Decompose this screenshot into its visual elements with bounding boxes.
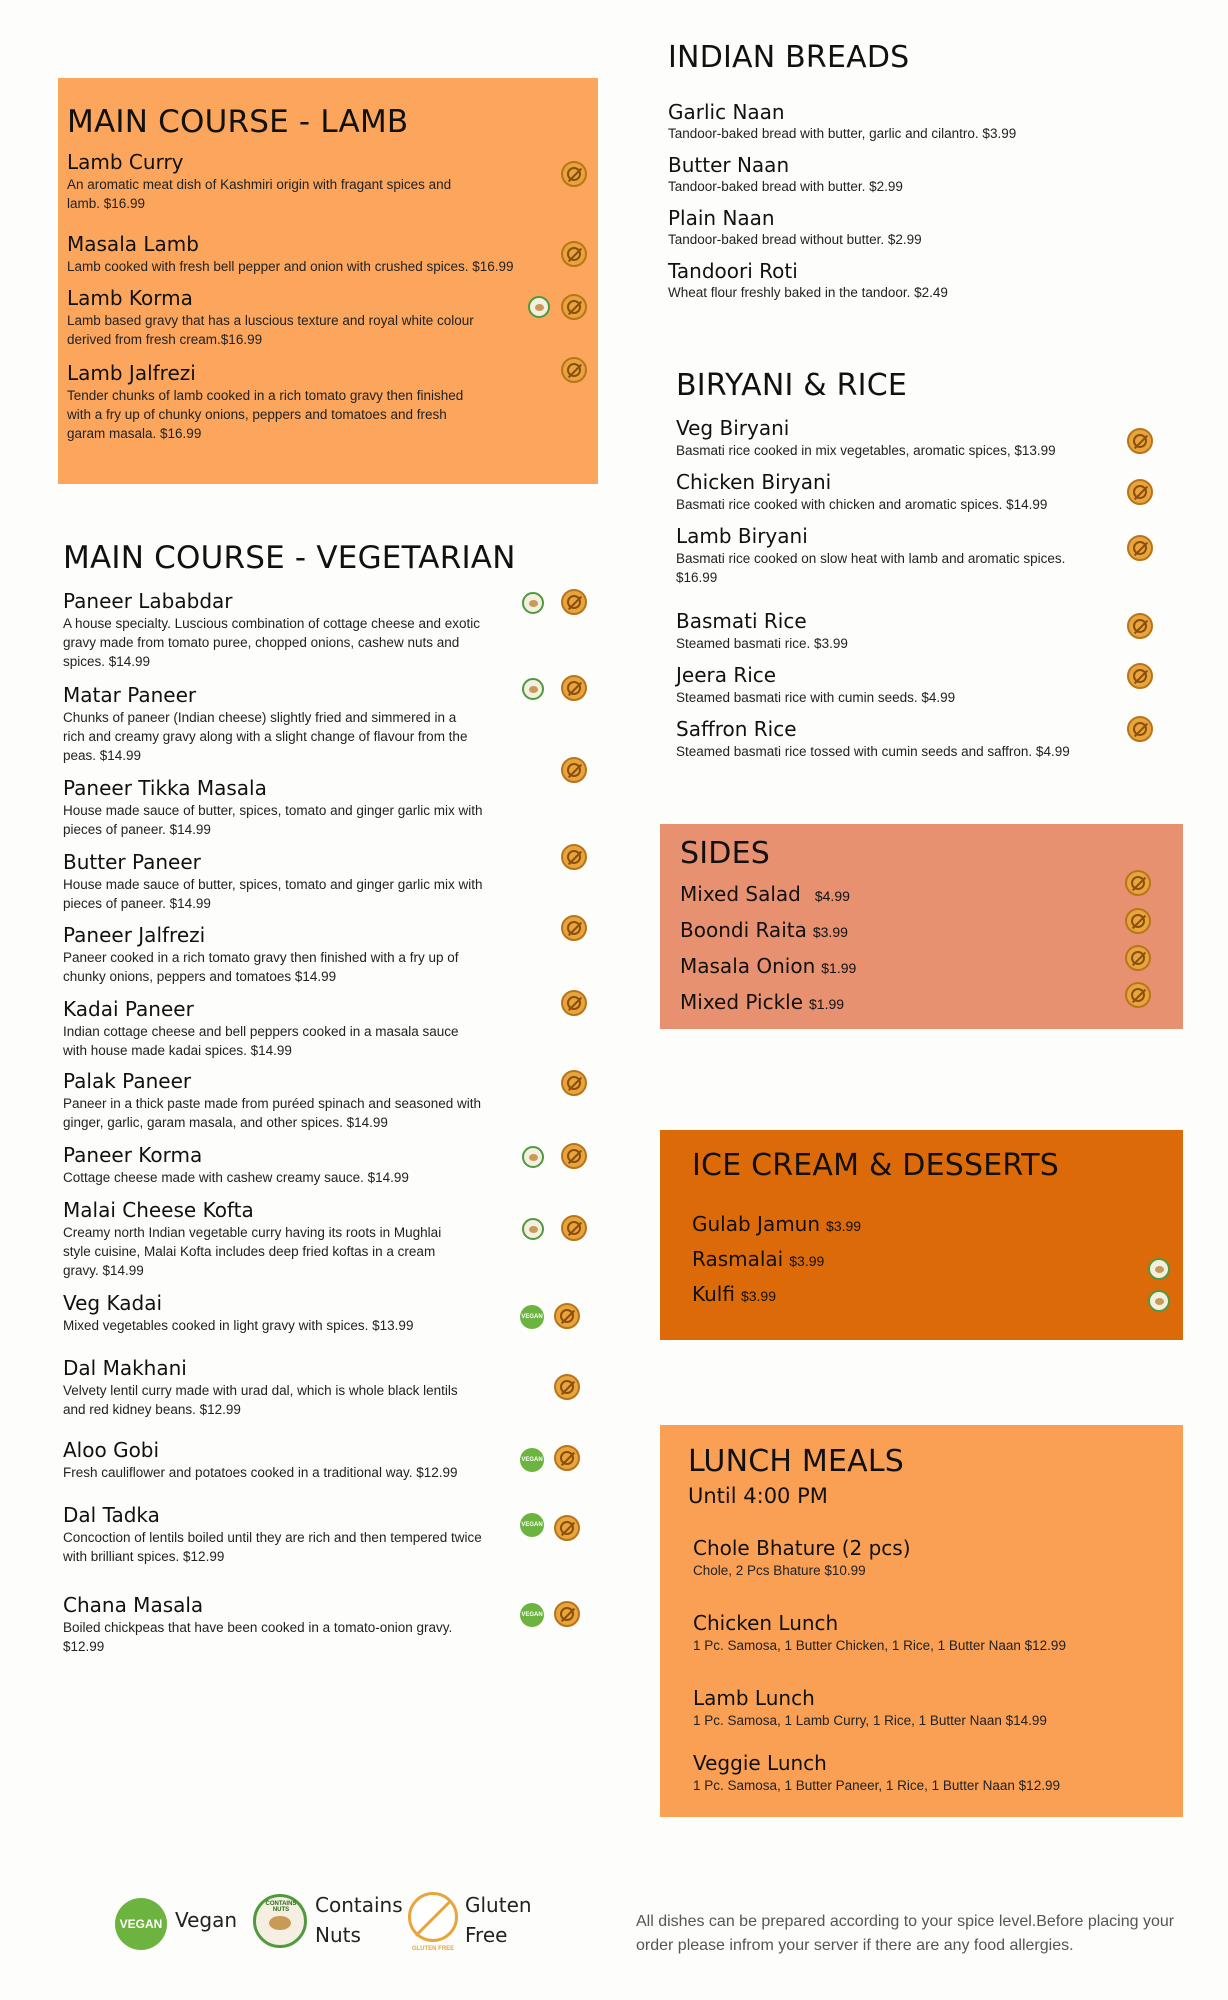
gf-badge-text: GLUTEN FREE xyxy=(411,1946,455,1952)
veg-item-name: Paneer Korma xyxy=(63,1143,203,1167)
dessert-item xyxy=(692,1282,776,1306)
veg-item-name: Veg Kadai xyxy=(63,1291,163,1315)
gluten-free-icon xyxy=(561,675,587,701)
veg-item-desc: A house specialty. Luscious combination of cottage cheese and exotic gravy made from tomato puree, chopped onions, cashew nuts and spices. $14.99 xyxy=(63,616,481,669)
veg-item-name: Chana Masala xyxy=(63,1593,204,1617)
dessert-item-name: Rasmalai xyxy=(692,1247,784,1271)
bread-item-name: Garlic Naan xyxy=(668,100,785,124)
side-item xyxy=(680,954,856,978)
lunch-item-name: Chicken Lunch xyxy=(693,1611,839,1635)
bread-item-name: Tandoori Roti xyxy=(668,259,798,283)
side-item-price: $3.99 xyxy=(812,924,848,940)
contains-nuts-icon xyxy=(522,678,544,700)
veg-item-desc: Cottage cheese made with cashew creamy sauce. $14.99 xyxy=(63,1170,409,1185)
lunch-item-desc: 1 Pc. Samosa, 1 Butter Chicken, 1 Rice, 1 Butter Naan $12.99 xyxy=(693,1638,1066,1653)
gluten-free-icon xyxy=(1127,613,1153,639)
dessert-item-name: Gulab Jamun xyxy=(692,1212,821,1236)
lamb-item-name: Masala Lamb xyxy=(67,232,199,256)
veg-item-desc: Paneer cooked in a rich tomato gravy then finished with a fry up of chunky onions, peppers and tomatoes $14.99 xyxy=(63,950,459,984)
contains-nuts-icon xyxy=(522,592,544,614)
gluten-free-icon xyxy=(408,1892,458,1942)
side-item-name: Boondi Raita xyxy=(680,918,807,942)
gluten-free-icon xyxy=(1127,535,1153,561)
gluten-free-icon xyxy=(1127,428,1153,454)
gluten-free-icon xyxy=(561,589,587,615)
gluten-free-icon xyxy=(554,1374,580,1400)
nuts-badge-text: CONTAINS NUTS xyxy=(265,1901,297,1913)
dessert-item-price: $3.99 xyxy=(740,1288,776,1304)
gluten-free-icon xyxy=(561,1070,587,1096)
lamb-item-desc: Lamb based gravy that has a luscious texture and royal white colour derived from fresh cream.$16.99 xyxy=(67,313,474,347)
bread-item-desc: Tandoor-baked bread with butter, garlic and cilantro. $3.99 xyxy=(668,126,1017,141)
biryani-item-desc: Basmati rice cooked on slow heat with lamb and aromatic spices. $16.99 xyxy=(676,551,1066,585)
sides-title: SIDES xyxy=(680,836,770,871)
gluten-free-icon xyxy=(561,294,587,320)
lunch-item-name: Chole Bhature (2 pcs) xyxy=(693,1536,911,1560)
side-item-price: $1.99 xyxy=(809,996,845,1012)
gluten-free-icon xyxy=(1125,870,1151,896)
biryani-item-desc: Steamed basmati rice tossed with cumin seeds and saffron. $4.99 xyxy=(676,744,1070,759)
desserts-title: ICE CREAM & DESSERTS xyxy=(692,1148,1060,1183)
side-item-name: Mixed Salad xyxy=(680,882,801,906)
lunch-item-desc: 1 Pc. Samosa, 1 Lamb Curry, 1 Rice, 1 Butter Naan $14.99 xyxy=(693,1713,1047,1728)
lunch-item-desc: Chole, 2 Pcs Bhature $10.99 xyxy=(693,1563,866,1578)
gluten-free-icon xyxy=(561,915,587,941)
gluten-free-icon xyxy=(561,161,587,187)
veg-item-desc: Paneer in a thick paste made from puréed spinach and seasoned with ginger, garlic, garam masala, and other spices. $14.99 xyxy=(63,1096,482,1130)
contains-nuts-icon xyxy=(522,1218,544,1240)
vegan-icon: VEGAN xyxy=(520,1305,544,1329)
gluten-free-icon xyxy=(1125,982,1151,1008)
legend-gf-label-1: Gluten xyxy=(465,1893,532,1917)
gluten-free-icon xyxy=(561,1215,587,1241)
veg-item-name: Paneer Tikka Masala xyxy=(63,776,267,800)
biryani-item-desc: Basmati rice cooked in mix vegetables, aromatic spices, $13.99 xyxy=(676,443,1056,458)
veg-item-desc: House made sauce of butter, spices, tomato and ginger garlic mix with pieces of paneer. $14.99 xyxy=(63,877,483,911)
bread-item-name: Plain Naan xyxy=(668,206,775,230)
lamb-item-name: Lamb Korma xyxy=(67,286,193,310)
side-item-price: $4.99 xyxy=(814,888,850,904)
legend-gf-label-2: Free xyxy=(465,1923,508,1947)
dessert-item-price: $3.99 xyxy=(826,1218,862,1234)
vegan-icon: VEGAN xyxy=(520,1513,544,1537)
gluten-free-icon xyxy=(554,1445,580,1471)
veg-item-name: Matar Paneer xyxy=(63,683,197,707)
veg-item-desc: Mixed vegetables cooked in light gravy with spices. $13.99 xyxy=(63,1318,414,1333)
veg-item-desc: Boiled chickpeas that have been cooked in a tomato-onion gravy. $12.99 xyxy=(63,1620,453,1654)
contains-nuts-icon xyxy=(522,1146,544,1168)
side-item xyxy=(680,990,844,1014)
biryani-title: BIRYANI & RICE xyxy=(676,368,908,403)
veg-item-desc: Velvety lentil curry made with urad dal, which is whole black lentils and red kidney beans. $12.99 xyxy=(63,1383,458,1417)
biryani-item-name: Chicken Biryani xyxy=(676,470,832,494)
legend-nuts-label-2: Nuts xyxy=(315,1923,361,1947)
lunch-item-desc: 1 Pc. Samosa, 1 Butter Paneer, 1 Rice, 1 Butter Naan $12.99 xyxy=(693,1778,1060,1793)
legend-vegan-label: Vegan xyxy=(175,1908,238,1932)
veg-item-name: Palak Paneer xyxy=(63,1069,192,1093)
veg-item-desc: House made sauce of butter, spices, tomato and ginger garlic mix with pieces of paneer. $14.99 xyxy=(63,803,483,837)
contains-nuts-icon xyxy=(253,1894,307,1948)
veg-item-name: Kadai Paneer xyxy=(63,997,194,1021)
dessert-item xyxy=(692,1212,861,1236)
contains-nuts-icon xyxy=(528,296,550,318)
biryani-item-desc: Steamed basmati rice with cumin seeds. $4.99 xyxy=(676,690,956,705)
veg-title: MAIN COURSE - VEGETARIAN xyxy=(63,540,516,576)
vegan-icon: VEGAN xyxy=(115,1898,167,1950)
vegan-icon: VEGAN xyxy=(520,1448,544,1472)
veg-item-name: Paneer Jalfrezi xyxy=(63,923,206,947)
biryani-item-name: Lamb Biryani xyxy=(676,524,808,548)
biryani-item-name: Basmati Rice xyxy=(676,609,807,633)
gluten-free-icon xyxy=(561,757,587,783)
veg-item-desc: Chunks of paneer (Indian cheese) slightly fried and simmered in a rich and creamy gravy along with a slight change of flavour from the peas. $14.99 xyxy=(63,710,468,763)
bread-item-name: Butter Naan xyxy=(668,153,790,177)
veg-item-name: Aloo Gobi xyxy=(63,1438,160,1462)
gluten-free-icon xyxy=(561,990,587,1016)
side-item-name: Masala Onion xyxy=(680,954,816,978)
lamb-item-name: Lamb Jalfrezi xyxy=(67,361,196,385)
biryani-item-desc: Steamed basmati rice. $3.99 xyxy=(676,636,848,651)
veg-item-desc: Concoction of lentils boiled until they are rich and then tempered twice with brilliant spices. $12.99 xyxy=(63,1530,482,1564)
allergy-note: All dishes can be prepared according to your spice level.Before placing your order please infrom your server if there are any food allergies. xyxy=(636,1913,1175,1954)
lunch-item-name: Veggie Lunch xyxy=(693,1751,827,1775)
dessert-item-price: $3.99 xyxy=(789,1253,825,1269)
gluten-free-icon xyxy=(554,1601,580,1627)
lunch-subtitle: Until 4:00 PM xyxy=(688,1484,828,1508)
contains-nuts-icon xyxy=(1148,1290,1170,1312)
biryani-item-desc: Basmati rice cooked with chicken and aromatic spices. $14.99 xyxy=(676,497,1048,512)
veg-item-desc: Indian cottage cheese and bell peppers cooked in a masala sauce with house made kadai spices. $14.99 xyxy=(63,1024,459,1058)
gluten-free-icon xyxy=(561,844,587,870)
side-item xyxy=(680,882,850,906)
lamb-item-desc: Lamb cooked with fresh bell pepper and onion with crushed spices. $16.99 xyxy=(67,259,514,274)
biryani-item-name: Saffron Rice xyxy=(676,717,797,741)
lamb-item-desc: Tender chunks of lamb cooked in a rich tomato gravy then finished with a fry up of chunky onions, peppers and tomatoes and fresh garam masala. $16.99 xyxy=(67,388,464,441)
lamb-item-name: Lamb Curry xyxy=(67,150,184,174)
lunch-item-name: Lamb Lunch xyxy=(693,1686,815,1710)
legend-nuts-label-1: Contains xyxy=(315,1893,403,1917)
gluten-free-icon xyxy=(561,1143,587,1169)
veg-item-name: Butter Paneer xyxy=(63,850,201,874)
gluten-free-icon xyxy=(1125,945,1151,971)
biryani-item-name: Jeera Rice xyxy=(676,663,777,687)
lamb-title: MAIN COURSE - LAMB xyxy=(67,104,409,140)
veg-item-name: Malai Cheese Kofta xyxy=(63,1198,254,1222)
veg-item-name: Paneer Lababdar xyxy=(63,589,233,613)
gluten-free-icon xyxy=(554,1515,580,1541)
side-item-price: $1.99 xyxy=(821,960,857,976)
bread-item-desc: Wheat flour freshly baked in the tandoor. $2.49 xyxy=(668,285,948,300)
veg-item-desc: Creamy north Indian vegetable curry having its roots in Mughlai style cuisine, Malai Kofta includes deep fried koftas in a cream gravy. $14.99 xyxy=(63,1225,442,1278)
bread-item-desc: Tandoor-baked bread with butter. $2.99 xyxy=(668,179,903,194)
dessert-item xyxy=(692,1247,824,1271)
breads-title: INDIAN BREADS xyxy=(668,40,910,75)
side-item xyxy=(680,918,848,942)
dessert-item-name: Kulfi xyxy=(692,1282,735,1306)
gluten-free-icon xyxy=(561,357,587,383)
gluten-free-icon xyxy=(1127,663,1153,689)
legend xyxy=(115,1890,555,1970)
contains-nuts-icon xyxy=(1148,1258,1170,1280)
gluten-free-icon xyxy=(1125,908,1151,934)
veg-item-name: Dal Makhani xyxy=(63,1356,187,1380)
gluten-free-icon xyxy=(554,1303,580,1329)
gluten-free-icon xyxy=(1127,716,1153,742)
vegan-icon: VEGAN xyxy=(520,1603,544,1627)
bread-item-desc: Tandoor-baked bread without butter. $2.99 xyxy=(668,232,922,247)
veg-item-desc: Fresh cauliflower and potatoes cooked in a traditional way. $12.99 xyxy=(63,1465,458,1480)
lunch-title: LUNCH MEALS xyxy=(688,1444,904,1479)
veg-item-name: Dal Tadka xyxy=(63,1503,160,1527)
lamb-item-desc: An aromatic meat dish of Kashmiri origin with fragant spices and lamb. $16.99 xyxy=(67,177,452,211)
gluten-free-icon xyxy=(561,241,587,267)
biryani-item-name: Veg Biryani xyxy=(676,416,790,440)
side-item-name: Mixed Pickle xyxy=(680,990,804,1014)
gluten-free-icon xyxy=(1127,479,1153,505)
